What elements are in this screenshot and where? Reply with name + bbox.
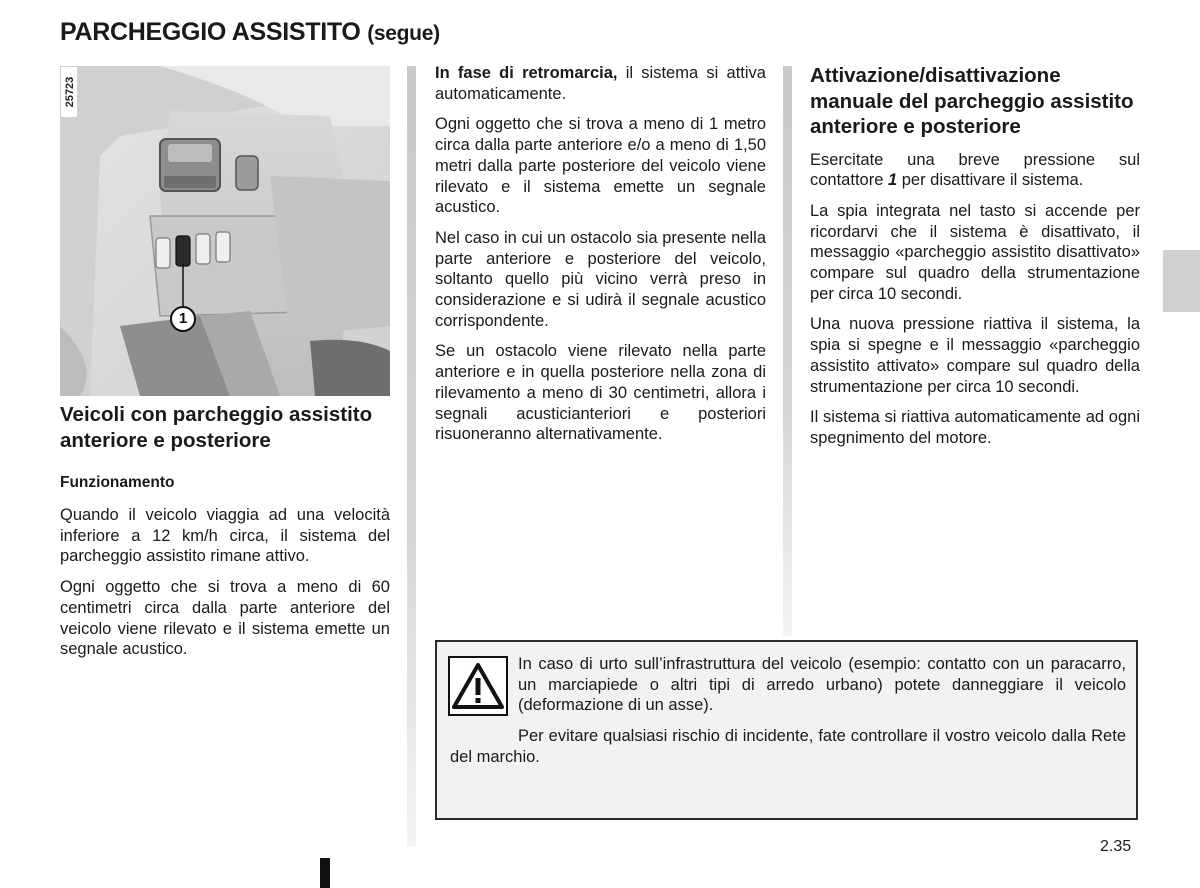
paragraph-reactivated: Una nuova pressione riattiva il sistema, la spia si spegne e il messaggio «parcheggio assistito attivato» compare sul quadro della strumentazione per circa 10 secondi. xyxy=(810,315,1140,396)
paragraph-press xyxy=(810,150,1140,191)
warning-text-damage: In caso di urto sull’infrastruttura del veicolo (esempio: contatto con un paracarro, un marciapiede o altri tipi di arredo urbano) potete danneggiare il veicolo (deformazione di un asse). xyxy=(518,655,1126,715)
page-title xyxy=(60,18,440,47)
figure-code: 25723 xyxy=(64,76,76,108)
page-title-subtitle: (segue) xyxy=(367,22,440,45)
paragraph-speed: Quando il veicolo viaggia ad una velocità inferiore a 12 km/h circa, il sistema del parcheggio assistito rimane attivo. xyxy=(60,506,390,566)
callout-number: 1 xyxy=(178,310,188,327)
page-number: 2.35 xyxy=(1100,838,1132,855)
paragraph-alternate: Se un ostacolo viene rilevato nella parte anteriore e in quella posteriore nella zona di rilevamento a meno di 30 centimetri, allora i segnali acusticianteriori e posteriori risuoneranno alternativamente. xyxy=(435,342,766,444)
left-column xyxy=(60,402,390,670)
photo-illustration xyxy=(60,66,390,396)
warning-text-check: Per evitare qualsiasi rischio di incidente, fate controllare il vostro veicolo dalla Rete del marchio. xyxy=(450,727,1126,766)
paragraph-deactivated: La spia integrata nel tasto si accende per ricordarvi che il sistema è disattivato, il messaggio «parcheggio assistito disattivato» compare sul quadro della strumentazione per circa 10 secondi. xyxy=(810,201,1140,303)
section-tab xyxy=(1163,250,1200,312)
section-heading-activation: Attivazione/disattivazione manuale del parcheggio assistito anteriore e posteriore xyxy=(810,64,1134,138)
dashboard-switch-photo xyxy=(60,66,390,396)
section-heading-vehicles: Veicoli con parcheggio assistito anteriore e posteriore xyxy=(60,403,373,452)
column-divider-left xyxy=(407,66,416,846)
paragraph-front-detection: Ogni oggetto che si trova a meno di 60 centimetri circa dalla parte anteriore del veicolo viene rilevato e il sistema emette un segnale acustico. xyxy=(60,578,390,659)
reverse-rest: il sistema si attiva automaticamente. xyxy=(435,64,766,103)
figure-code-wrap xyxy=(63,70,77,114)
page-title-main: PARCHEGGIO ASSISTITO xyxy=(60,18,361,46)
warning-box xyxy=(435,640,1138,820)
page-marker xyxy=(320,858,330,888)
paragraph-engine-off: Il sistema si riattiva automaticamente ad ogni spegnimento del motore. xyxy=(810,408,1140,447)
press-num: 1 xyxy=(887,171,898,190)
middle-column xyxy=(435,63,766,455)
paragraph-distance: Ogni oggetto che si trova a meno di 1 metro circa dalla parte anteriore e/o a meno di 1,50 metri dalla parte posteriore del veicolo viene rilevato e il sistema emette un segnale acustico. xyxy=(435,115,766,217)
paragraph-reverse xyxy=(435,63,766,104)
paragraph-obstacle: Nel caso in cui un ostacolo sia presente nella parte anteriore e posteriore del veicolo, soltanto quello più vicino verrà preso in considerazione e si udirà il segnale acustico corrispondente. xyxy=(435,228,766,330)
press-b: per disattivare il sistema. xyxy=(897,171,1084,190)
subheading-operation: Funzionamento xyxy=(60,474,175,491)
column-divider-right xyxy=(783,66,792,636)
press-a: Esercitate una breve pressione sul contattore xyxy=(810,150,1140,190)
reverse-bold: In fase di retromarcia, xyxy=(435,64,618,82)
right-column xyxy=(810,63,1140,459)
warning-triangle-icon xyxy=(448,656,508,716)
